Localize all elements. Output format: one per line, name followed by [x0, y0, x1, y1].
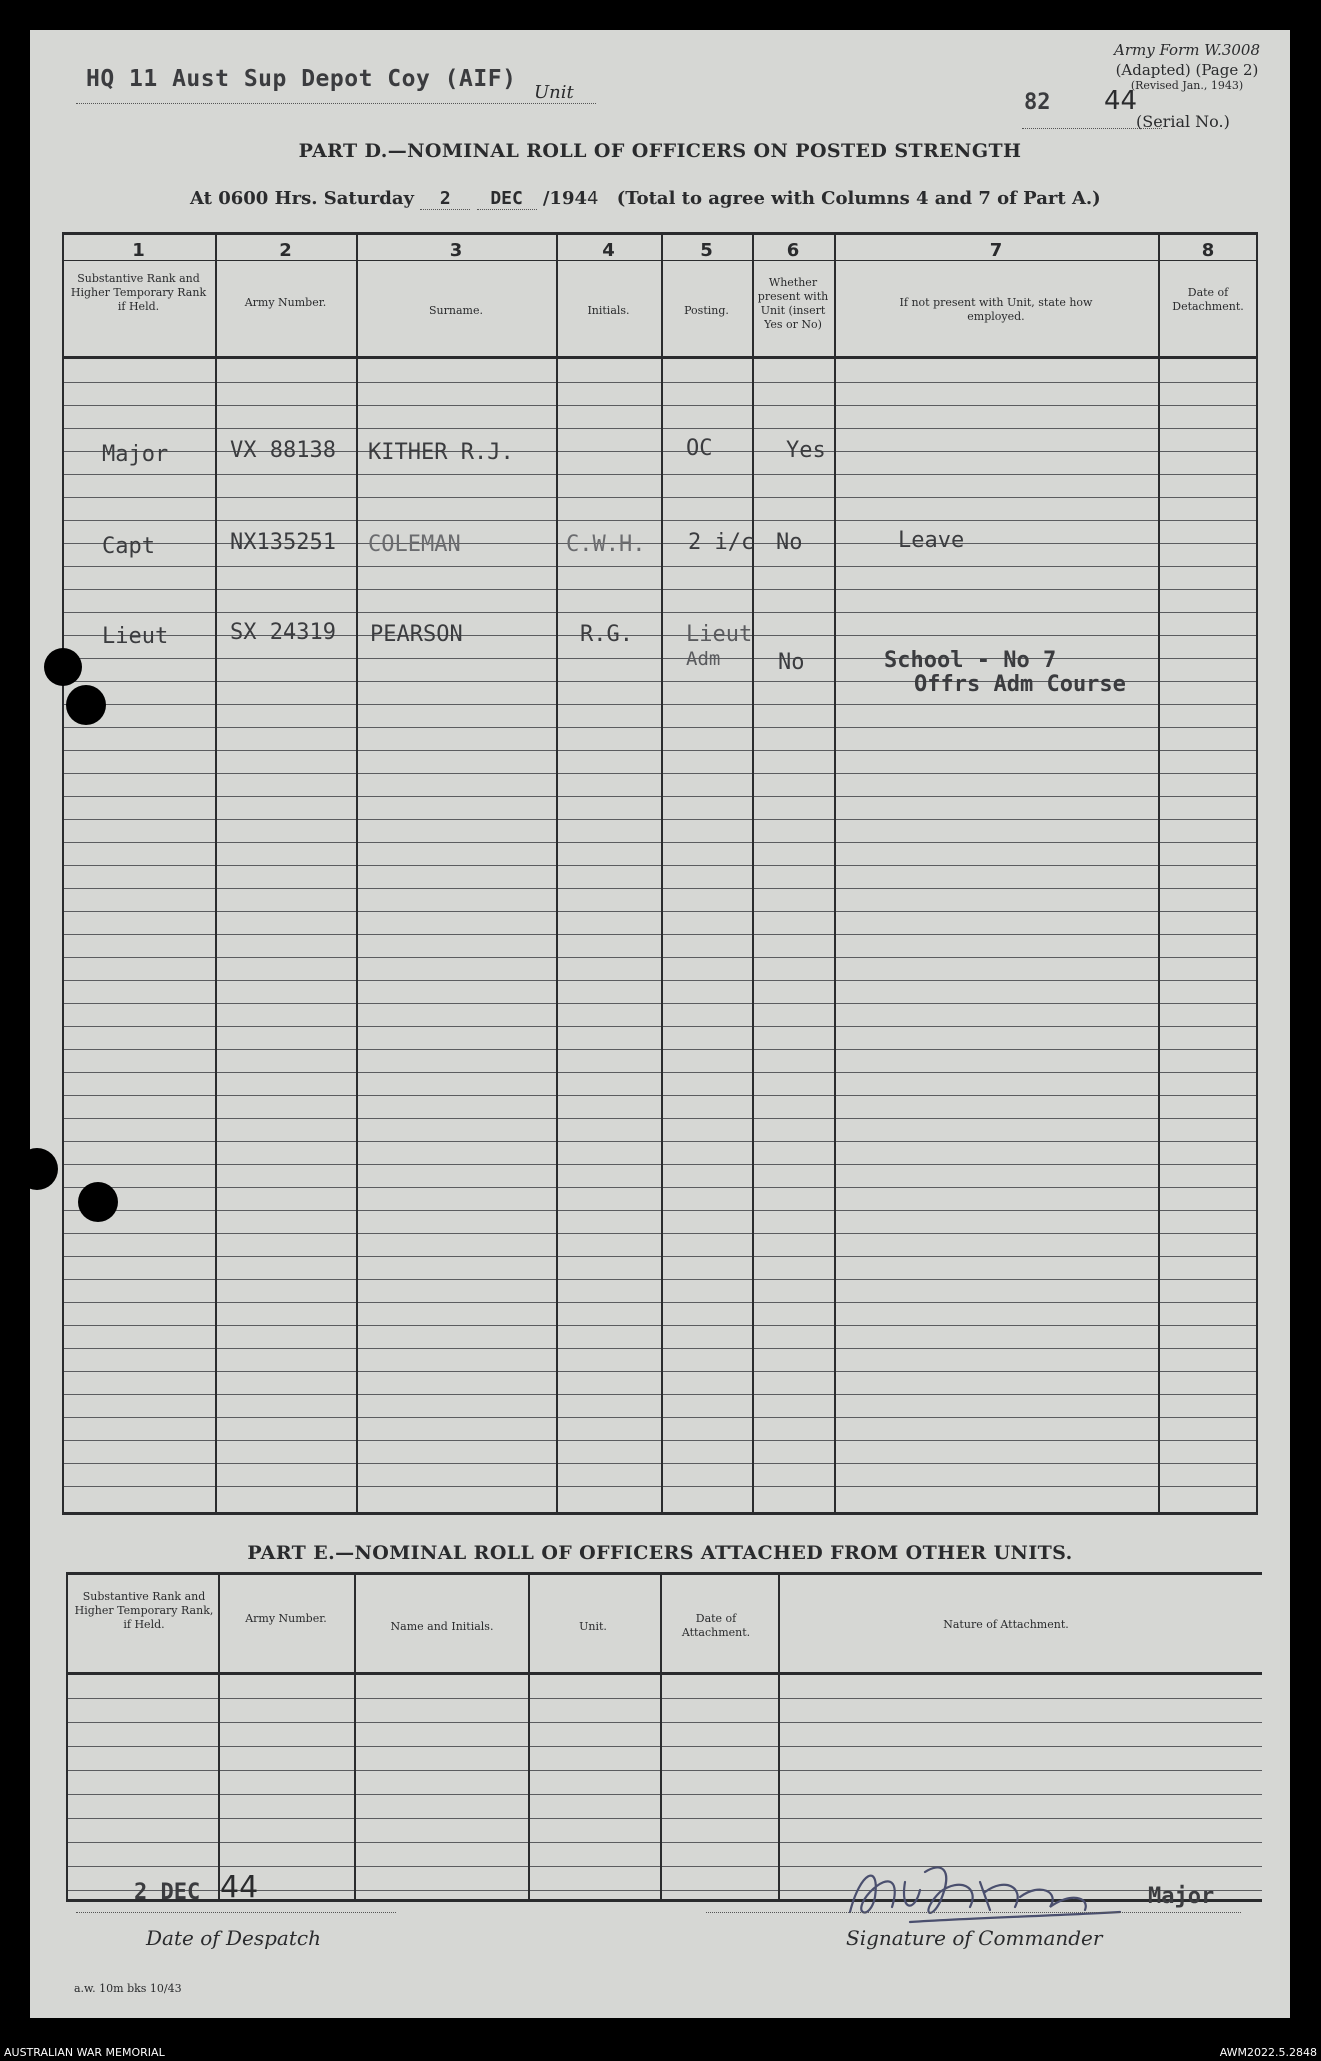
row3-rank: Lieut	[102, 624, 169, 649]
form-revised: (Revised Jan., 1943)	[1130, 79, 1244, 92]
signature-underline	[706, 1912, 1241, 1913]
ruled-line	[62, 1210, 1258, 1211]
e-col-head-unit: Unit.	[579, 1620, 607, 1633]
row2-number: NX135251	[230, 530, 336, 555]
column-divider	[661, 232, 663, 1515]
row3-posting: Lieut	[686, 622, 753, 647]
commander-rank: Major	[1148, 1884, 1215, 1909]
ruled-line	[62, 1256, 1258, 1257]
ruled-line	[62, 934, 1258, 935]
despatch-date-hand: 44	[220, 1870, 259, 1905]
ruled-line	[62, 1394, 1258, 1395]
row3-present: No	[778, 650, 805, 675]
row2-surname: COLEMAN	[368, 532, 461, 557]
ruled-line	[62, 1486, 1258, 1487]
date-month: DEC	[477, 188, 537, 210]
ruled-line	[62, 497, 1258, 498]
col-num-3: 3	[449, 240, 463, 261]
row1-posting: OC	[686, 436, 713, 461]
ruled-line	[62, 888, 1258, 889]
row1-rank: Major	[102, 442, 169, 467]
ruled-line	[62, 1141, 1258, 1142]
punch-hole	[44, 648, 82, 686]
ruled-line	[62, 1118, 1258, 1119]
ruled-line	[62, 566, 1258, 567]
e-col-head-rank: Substantive Rank and Higher Temporary Rank, if Held.	[74, 1590, 214, 1631]
ruled-line	[62, 520, 1258, 521]
ruled-line	[62, 658, 1258, 659]
e-col-head-army-number: Army Number.	[245, 1612, 327, 1625]
ruled-line	[66, 1842, 1262, 1843]
ruled-line	[62, 1164, 1258, 1165]
row2-rank: Capt	[102, 534, 155, 559]
e-header-bottom-rule	[66, 1672, 1262, 1675]
row2-initials: C.W.H.	[566, 532, 646, 557]
ruled-line	[62, 1233, 1258, 1234]
column-divider	[215, 232, 217, 1515]
column-divider	[66, 1572, 68, 1902]
ruled-line	[62, 1072, 1258, 1073]
form-info	[1114, 40, 1260, 92]
row2-posting: 2 i/c	[688, 530, 755, 555]
punch-hole	[16, 1148, 58, 1190]
column-divider	[1158, 232, 1160, 1515]
commander-label: Signature of Commander	[846, 1926, 1103, 1950]
column-divider	[354, 1572, 356, 1902]
unit-label: Unit	[534, 82, 574, 103]
row1-number: VX 88138	[230, 438, 336, 463]
archive-id: AWM2022.5.2848	[1219, 2046, 1317, 2059]
document-page	[30, 30, 1290, 2018]
ruled-line	[62, 1003, 1258, 1004]
e-col-head-nature: Nature of Attachment.	[943, 1618, 1069, 1631]
form-adapted: (Adapted) (Page 2)	[1115, 61, 1259, 79]
ruled-line	[62, 1049, 1258, 1050]
col-num-2: 2	[279, 240, 292, 261]
despatch-label: Date of Despatch	[146, 1926, 321, 1950]
header-bottom-rule	[62, 356, 1258, 359]
despatch-underline	[76, 1912, 396, 1913]
ruled-line	[62, 1417, 1258, 1418]
e-table-top-rule	[66, 1572, 1262, 1575]
ruled-line	[66, 1794, 1262, 1795]
ruled-line	[62, 405, 1258, 406]
row3-initials: R.G.	[580, 622, 633, 647]
col-num-4: 4	[602, 240, 615, 261]
row1-present: Yes	[786, 438, 826, 463]
ruled-line	[62, 727, 1258, 728]
ruled-line	[66, 1698, 1262, 1699]
ruled-line	[62, 704, 1258, 705]
e-col-head-name: Name and Initials.	[390, 1620, 494, 1633]
date-day: 2	[420, 188, 470, 210]
row3-employed: School - No 7	[884, 648, 1057, 673]
ruled-line	[62, 865, 1258, 866]
ruled-line	[62, 957, 1258, 958]
ruled-line	[66, 1722, 1262, 1723]
part-d-title: PART D.—NOMINAL ROLL OF OFFICERS ON POSTED STRENGTH	[298, 140, 1022, 162]
ruled-line	[62, 1463, 1258, 1464]
part-e-title: PART E.—NOMINAL ROLL OF OFFICERS ATTACHED FROM OTHER UNITS.	[247, 1542, 1073, 1564]
unit-name: HQ 11 Aust Sup Depot Coy (AIF)	[86, 66, 517, 92]
col-head-rank: Substantive Rank and Higher Temporary Rank if Held.	[70, 272, 207, 313]
ruled-line	[66, 1746, 1262, 1747]
ruled-line	[62, 911, 1258, 912]
punch-hole	[66, 685, 106, 725]
col-num-5: 5	[700, 240, 713, 261]
col-num-1: 1	[132, 240, 145, 261]
ruled-line	[66, 1770, 1262, 1771]
column-divider	[778, 1572, 780, 1902]
column-divider	[528, 1572, 530, 1902]
date-year-prefix: /194	[542, 188, 588, 209]
ruled-line	[62, 842, 1258, 843]
column-divider	[218, 1572, 220, 1902]
col-head-surname: Surname.	[429, 304, 483, 317]
ruled-line	[62, 1348, 1258, 1349]
punch-hole	[78, 1182, 118, 1222]
part-d-table	[62, 232, 1258, 1515]
serial-handwritten: 44	[1104, 86, 1138, 116]
ruled-line	[62, 819, 1258, 820]
col-head-employed: If not present with Unit, state how employed.	[899, 296, 1093, 323]
at-prefix: At 0600 Hrs. Saturday	[190, 188, 415, 209]
ruled-line	[62, 1279, 1258, 1280]
archive-caption: AUSTRALIAN WAR MEMORIAL	[4, 2046, 165, 2059]
total-note: (Total to agree with Columns 4 and 7 of Part A.)	[616, 188, 1101, 209]
row2-present: No	[776, 530, 803, 555]
ruled-line	[62, 750, 1258, 751]
ruled-line	[62, 428, 1258, 429]
ruled-line	[62, 612, 1258, 613]
col-head-posting: Posting.	[684, 304, 729, 317]
e-col-head-date: Date of Attachment.	[681, 1612, 751, 1639]
ruled-line	[62, 1187, 1258, 1188]
commander-signature	[830, 1852, 1140, 1932]
row3-surname: PEARSON	[370, 622, 463, 647]
ruled-line	[62, 773, 1258, 774]
ruled-line	[62, 1095, 1258, 1096]
col-num-8: 8	[1201, 240, 1215, 261]
row3-employed-line2: Offrs Adm Course	[914, 672, 1126, 697]
ruled-line	[62, 589, 1258, 590]
table-top-rule	[62, 232, 1258, 235]
col-head-present: Whether present with Unit (insert Yes or No)	[757, 276, 829, 331]
col-num-6: 6	[786, 240, 800, 261]
date-year-hand: 4	[587, 188, 599, 209]
column-divider	[834, 232, 836, 1515]
part-d-date-line	[190, 188, 1101, 210]
ruled-line	[62, 1371, 1258, 1372]
ruled-line	[62, 980, 1258, 981]
col-head-army-number: Army Number.	[244, 296, 327, 309]
serial-typed: 82	[1024, 90, 1051, 115]
ruled-line	[62, 1440, 1258, 1441]
col-head-initials: Initials.	[587, 304, 630, 317]
column-divider	[356, 232, 358, 1515]
column-divider	[62, 232, 64, 1515]
table-bottom-rule	[62, 1512, 1258, 1515]
column-divider	[1256, 232, 1258, 1515]
column-divider	[752, 232, 754, 1515]
ruled-line	[62, 1325, 1258, 1326]
ruled-line	[62, 474, 1258, 475]
serial-label: (Serial No.)	[1136, 112, 1230, 131]
form-name: Army Form W.3008	[1114, 41, 1260, 59]
row3-posting-line2: Adm	[686, 648, 721, 670]
row2-employed: Leave	[898, 528, 965, 553]
row3-number: SX 24319	[230, 620, 336, 645]
row1-surname: KITHER R.J.	[368, 440, 514, 465]
ruled-line	[66, 1818, 1262, 1819]
printer-note: a.w. 10m bks 10/43	[74, 1982, 182, 1995]
despatch-date-typed: 2 DEC	[134, 1880, 201, 1905]
ruled-line	[62, 796, 1258, 797]
ruled-line	[62, 1026, 1258, 1027]
col-head-detachment: Date of Detachment.	[1172, 286, 1244, 313]
column-divider	[556, 232, 558, 1515]
ruled-line	[62, 1302, 1258, 1303]
ruled-line	[62, 382, 1258, 383]
col-num-7: 7	[989, 240, 1003, 261]
